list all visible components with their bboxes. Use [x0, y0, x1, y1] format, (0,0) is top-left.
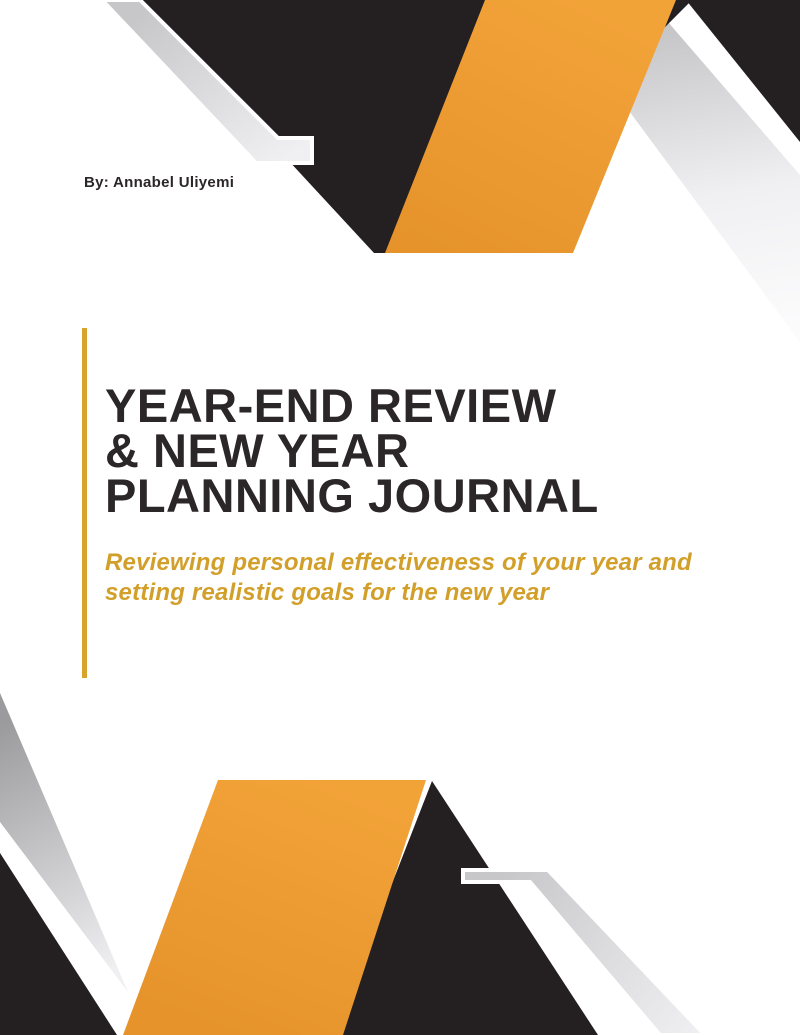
page-title-line-2: & NEW YEAR [105, 424, 410, 477]
bottom-decoration [0, 675, 800, 1035]
page-subtitle-line-1: Reviewing personal effectiveness of your year and [105, 549, 692, 576]
title-accent-bar [82, 328, 87, 678]
page-title [105, 379, 599, 522]
page-title-line-1: YEAR-END REVIEW [105, 379, 557, 432]
page-title-line-3: PLANNING JOURNAL [105, 469, 599, 522]
page-subtitle [105, 548, 692, 608]
top-decoration [0, 0, 800, 345]
page-subtitle-line-2: setting realistic goals for the new year [105, 579, 550, 606]
author-byline: By: Annabel Uliyemi [84, 174, 235, 191]
